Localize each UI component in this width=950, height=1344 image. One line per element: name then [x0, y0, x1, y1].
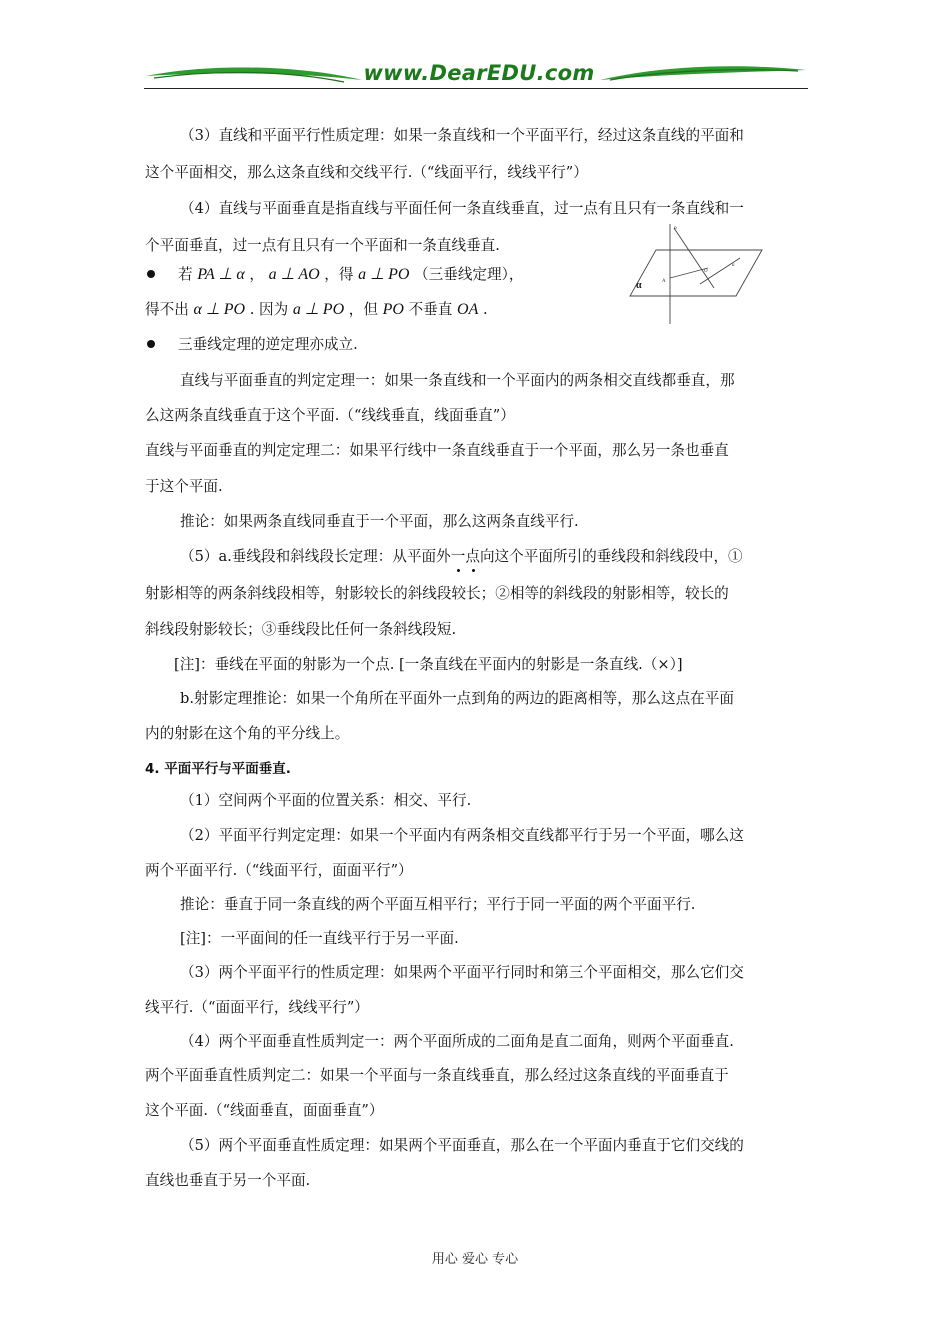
text-fragment: . 因为 [249, 301, 289, 318]
text-fragment: 得不出 [145, 301, 189, 318]
segment-ao [670, 268, 708, 278]
text-line: 么这两条直线垂直于这个平面.（“线线垂直，线面垂直”） [145, 407, 515, 424]
label-point-a: A [662, 279, 666, 284]
text-line: 直线与平面垂直的判定定理二：如果平行线中一条直线垂直于一个平面，那么另一条也垂直 [145, 442, 729, 459]
text-line: （3）直线和平面平行性质定理：如果一条直线和一个平面平行，经过这条直线的平面和 [180, 127, 744, 144]
text-line: （3）两个平面平行的性质定理：如果两个平面平行同时和第三个平面相交，那么它们交 [180, 964, 744, 981]
text-fragment: （5）a.垂线段和斜线段长定理：从平面外 [180, 548, 451, 565]
text-line: 这个平面.（“线面垂直，面面垂直”） [145, 1102, 384, 1119]
three-perpendiculars-figure [628, 222, 764, 326]
math-expression: a ⊥ PO [358, 266, 410, 283]
text-fragment: ， [249, 266, 265, 283]
text-line: 三垂线定理的逆定理亦成立. [178, 336, 358, 353]
text-line: 于这个平面. [145, 478, 223, 495]
text-line: 内的射影在这个角的平分线上。 [145, 725, 350, 742]
text-fragment: （三垂线定理）， [414, 266, 524, 283]
text-fragment: . [482, 301, 488, 318]
section-heading: 4. 平面平行与平面垂直. [145, 761, 291, 777]
bullet-icon [147, 270, 155, 278]
text-line: 推论：垂直于同一条直线的两个平面互相平行；平行于同一平面的两个平面平行. [180, 896, 696, 913]
text-line: （4）两个平面垂直性质判定一：两个平面所成的二面角是直二面角，则两个平面垂直. [180, 1033, 734, 1050]
math-expression: PA ⊥ α [197, 266, 245, 283]
math-expression: a ⊥ AO [268, 266, 320, 283]
label-line-a: a [732, 263, 735, 268]
left-swoosh-decoration [144, 62, 364, 86]
site-logo-text[interactable]: www.DearEDU.com [363, 61, 595, 85]
projection-theorem-line [180, 547, 743, 567]
emphasized-char: 点 [465, 548, 480, 565]
page-header [144, 58, 808, 94]
counter-statement [145, 300, 488, 320]
text-line: 斜线段射影较长；③垂线段比任何一条斜线段短. [145, 621, 457, 638]
text-line: 射影相等的两条斜线段相等，射影较长的斜线段较长；②相等的斜线段的射影相等，较长的 [145, 585, 729, 602]
text-line: 个平面垂直，过一点有且只有一个平面和一条直线垂直. [145, 237, 500, 254]
text-line: 这个平面相交，那么这条直线和交线平行.（“线面平行，线线平行”） [145, 164, 588, 181]
text-fragment: 不垂直 [408, 301, 453, 318]
text-line: （1）空间两个平面的位置关系：相交、平行. [180, 792, 472, 809]
label-point-p: P [674, 227, 677, 232]
label-point-o: O [704, 269, 708, 274]
text-line: （5）两个平面垂直性质定理：如果两个平面垂直，那么在一个平面内垂直于它们交线的 [180, 1137, 744, 1154]
math-expression: a ⊥ PO [292, 301, 345, 318]
text-line: 两个平面平行.（“线面平行，面面平行”） [145, 862, 413, 879]
plane-alpha [630, 250, 762, 296]
text-line: 两个平面垂直性质判定二：如果一个平面与一条直线垂直，那么经过这条直线的平面垂直于 [145, 1067, 729, 1084]
page-footer: 用心 爱心 专心 [431, 1252, 519, 1267]
text-line: b.射影定理推论：如果一个角所在平面外一点到角的两边的距离相等，那么这点在平面 [180, 690, 734, 707]
text-line: （4）直线与平面垂直是指直线与平面任何一条直线垂直，过一点有且只有一条直线和一 [180, 200, 744, 217]
header-rule [144, 88, 808, 89]
text-line: 推论：如果两条直线同垂直于一个平面，那么这两条直线平行. [180, 513, 579, 530]
text-line: 线平行.（“面面平行，线线平行”） [145, 999, 369, 1016]
text-line: 直线也垂直于另一个平面. [145, 1172, 311, 1189]
text-line: （2）平面平行判定定理：如果一个平面内有两条相交直线都平行于另一个平面，哪么这 [180, 827, 744, 844]
text-line: [注]：垂线在平面的射影为一个点. [一条直线在平面内的射影是一条直线.（×）] [174, 656, 683, 673]
math-expression: α ⊥ PO [193, 301, 246, 318]
math-expression: PO [382, 301, 404, 318]
text-line: 直线与平面垂直的判定定理一：如果一条直线和一个平面内的两条相交直线都垂直，那 [180, 372, 735, 389]
bullet-icon [147, 340, 155, 348]
emphasized-char: 一 [450, 548, 466, 565]
text-fragment: ，但 [348, 301, 378, 318]
text-fragment: 向这个平面所引的垂线段和斜线段中，① [479, 548, 743, 565]
text-fragment: ，得 [324, 266, 354, 283]
label-plane-alpha: α [636, 280, 642, 291]
math-expression: OA [457, 301, 479, 318]
text-fragment: 若 [178, 266, 193, 283]
text-line: [注]：一平面间的任一直线平行于另一平面. [180, 930, 459, 947]
right-swoosh-decoration [598, 62, 808, 86]
three-perpendiculars-statement [178, 265, 524, 285]
